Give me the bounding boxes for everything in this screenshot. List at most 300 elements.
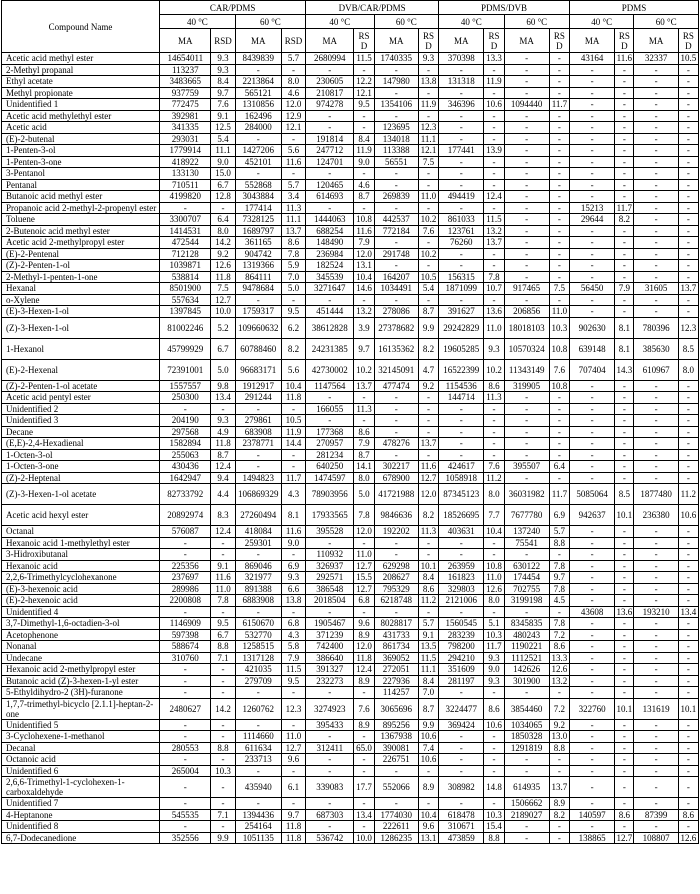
ma-value-cell: - (634, 821, 678, 833)
ma-value-cell: - (235, 687, 281, 699)
rsd-value-cell: - (484, 122, 504, 134)
rsd-value-cell: - (418, 110, 438, 122)
ma-value-cell: - (504, 214, 549, 226)
compound-name-cell: Acetic acid 2-methylpropyl ester (2, 237, 160, 249)
ma-value-cell: 60788460 (235, 338, 281, 359)
table-row (2, 698, 699, 719)
compound-name-cell: Octanoic acid (2, 754, 160, 766)
rsd-value-cell: - (678, 798, 698, 810)
rsd-value-cell: 10.6 (418, 754, 438, 766)
ma-value-cell: - (569, 449, 614, 461)
ma-value-cell: - (160, 754, 211, 766)
rsd-value-cell: - (549, 179, 569, 191)
rsd-value-cell: 6.7 (211, 629, 235, 641)
table-row (2, 317, 699, 338)
temperature-header: 40 °C (160, 15, 236, 29)
rsd-value-cell: 5.7 (281, 53, 305, 65)
ma-value-cell: - (439, 765, 484, 777)
rsd-value-cell: - (549, 237, 569, 249)
rsd-value-cell: - (281, 403, 305, 415)
compound-name-cell: 3-Cyclohexene-1-methanol (2, 731, 160, 743)
ma-value-cell: 351609 (439, 664, 484, 676)
rsd-value-cell: - (678, 472, 698, 484)
rsd-value-cell: - (615, 191, 634, 203)
rsd-value-cell: 9.2 (549, 719, 569, 731)
rsd-value-cell: - (418, 426, 438, 438)
ma-value-cell: 164207 (374, 271, 418, 283)
ma-value-cell: 291748 (374, 248, 418, 260)
rsd-value-cell: 7.6 (484, 461, 504, 473)
ma-value-cell: 1114660 (235, 731, 281, 743)
ma-value-cell: 630122 (504, 560, 549, 572)
rsd-value-cell: 11.3 (281, 202, 305, 214)
ma-value-cell: - (439, 260, 484, 272)
ma-value-cell: 1494823 (235, 472, 281, 484)
rsd-value-cell: - (615, 641, 634, 653)
rsd-value-cell: 13.1 (354, 260, 374, 272)
rsd-value-cell: - (615, 294, 634, 306)
rsd-value-cell: - (678, 415, 698, 427)
ma-value-cell: - (634, 214, 678, 226)
rsd-value-cell: - (615, 731, 634, 743)
rsd-value-cell: - (615, 87, 634, 99)
ma-value-cell: 1774030 (374, 809, 418, 821)
ma-value-cell: 974278 (306, 99, 354, 111)
ma-value-cell: 87345123 (439, 484, 484, 505)
rsd-value-cell: - (678, 652, 698, 664)
table-row (2, 99, 699, 111)
rsd-value-cell: 13.7 (281, 225, 305, 237)
ma-value-cell: 678900 (374, 472, 418, 484)
rsd-value-cell: - (678, 731, 698, 743)
ma-value-cell: 247712 (306, 145, 354, 157)
table-row (2, 76, 699, 88)
ma-value-cell: 281234 (306, 449, 354, 461)
ma-value-cell: - (504, 392, 549, 404)
rsd-value-cell: 7.9 (354, 237, 374, 249)
ma-value-cell: 386640 (306, 652, 354, 664)
rsd-value-cell: 14.4 (281, 438, 305, 450)
ma-value-cell: - (160, 798, 211, 810)
ma-value-cell: 15213 (569, 202, 614, 214)
ma-header: MA (160, 29, 211, 53)
rsd-value-cell: 12.8 (211, 191, 235, 203)
rsd-header: RS D (354, 29, 374, 53)
rsd-value-cell: - (615, 133, 634, 145)
rsd-value-cell: 11.9 (281, 426, 305, 438)
rsd-value-cell: 8.8 (211, 641, 235, 653)
rsd-value-cell: 13.4 (354, 809, 374, 821)
rsd-value-cell: 11.9 (354, 145, 374, 157)
temperature-header: 60 °C (504, 15, 569, 29)
ma-value-cell: 259301 (235, 537, 281, 549)
ma-value-cell: - (569, 306, 614, 318)
rsd-value-cell: - (615, 122, 634, 134)
ma-value-cell: 772475 (160, 99, 211, 111)
ma-value-cell: - (439, 742, 484, 754)
ma-value-cell: 391327 (306, 664, 354, 676)
rsd-value-cell: - (418, 179, 438, 191)
ma-value-cell: 18018103 (504, 317, 549, 338)
rsd-value-cell: 8.7 (354, 191, 374, 203)
ma-value-cell: 1877480 (634, 484, 678, 505)
rsd-value-cell: 8.9 (354, 629, 374, 641)
table-row (2, 821, 699, 833)
rsd-value-cell: 11.3 (484, 392, 504, 404)
ma-value-cell: - (374, 798, 418, 810)
ma-value-cell: - (504, 64, 549, 76)
rsd-value-cell: - (484, 415, 504, 427)
rsd-value-cell: 11.9 (418, 99, 438, 111)
compound-name-cell: 2-Methyl propanal (2, 64, 160, 76)
ma-value-cell: - (634, 798, 678, 810)
ma-value-cell: 292571 (306, 572, 354, 584)
rsd-value-cell: 13.7 (678, 283, 698, 295)
table-row (2, 53, 699, 65)
rsd-value-cell: 8.0 (484, 484, 504, 505)
rsd-value-cell: - (678, 821, 698, 833)
rsd-value-cell: - (549, 438, 569, 450)
rsd-value-cell: 8.6 (418, 583, 438, 595)
rsd-value-cell: 12.1 (418, 145, 438, 157)
rsd-value-cell: 6.9 (281, 560, 305, 572)
ma-value-cell: - (634, 110, 678, 122)
ma-value-cell: 294210 (439, 652, 484, 664)
rsd-value-cell: 5.6 (281, 145, 305, 157)
ma-value-cell: 352556 (160, 832, 211, 844)
ma-value-cell: 1740335 (374, 53, 418, 65)
rsd-value-cell: 8.5 (678, 338, 698, 359)
ma-value-cell: 1154536 (439, 380, 484, 392)
rsd-value-cell: - (678, 595, 698, 607)
ma-value-cell: 478276 (374, 438, 418, 450)
ma-value-cell: 177414 (235, 202, 281, 214)
rsd-value-cell: - (211, 675, 235, 687)
ma-value-cell: 1039871 (160, 260, 211, 272)
table-row (2, 572, 699, 584)
ma-value-cell: 6883908 (235, 595, 281, 607)
ma-value-cell: - (634, 652, 678, 664)
ma-value-cell: - (504, 606, 549, 618)
ma-value-cell: 232273 (306, 675, 354, 687)
rsd-value-cell: 7.2 (549, 698, 569, 719)
ma-value-cell: 390081 (374, 742, 418, 754)
rsd-value-cell: 10.4 (281, 380, 305, 392)
ma-value-cell: - (235, 798, 281, 810)
ma-value-cell: 902630 (569, 317, 614, 338)
compound-name-cell: 1-Penten-3-ol (2, 145, 160, 157)
rsd-header: RSD (211, 29, 235, 53)
rsd-value-cell: - (549, 754, 569, 766)
temperature-header: 40 °C (569, 15, 633, 29)
ma-value-cell: 24231385 (306, 338, 354, 359)
ma-value-cell: - (306, 415, 354, 427)
ma-value-cell: - (569, 87, 614, 99)
ma-value-cell: - (504, 754, 549, 766)
rsd-value-cell: - (549, 76, 569, 88)
rsd-value-cell: 11.1 (418, 664, 438, 676)
rsd-value-cell: 10.1 (418, 560, 438, 572)
rsd-value-cell: 8.1 (615, 317, 634, 338)
ma-value-cell: 289986 (160, 583, 211, 595)
rsd-value-cell: 9.3 (211, 53, 235, 65)
rsd-value-cell: 11.5 (281, 664, 305, 676)
rsd-value-cell: - (549, 202, 569, 214)
rsd-value-cell: 12.7 (354, 560, 374, 572)
rsd-value-cell: 9.4 (211, 472, 235, 484)
table-row (2, 87, 699, 99)
rsd-value-cell: - (615, 687, 634, 699)
compound-name-cell: (E,E)-2,4-Hexadienal (2, 438, 160, 450)
ma-value-cell: 346396 (439, 99, 484, 111)
rsd-value-cell: - (615, 156, 634, 168)
rsd-value-cell: 7.4 (418, 742, 438, 754)
rsd-value-cell: - (281, 449, 305, 461)
rsd-value-cell: - (281, 606, 305, 618)
ma-value-cell: 272051 (374, 664, 418, 676)
table-row (2, 472, 699, 484)
rsd-value-cell: 10.1 (615, 505, 634, 526)
rsd-value-cell: - (549, 294, 569, 306)
ma-value-cell: - (439, 133, 484, 145)
rsd-value-cell: - (678, 87, 698, 99)
ma-value-cell: - (504, 449, 549, 461)
rsd-value-cell: - (484, 202, 504, 214)
compound-name-cell: (E)-2-Pentenal (2, 248, 160, 260)
ma-value-cell: - (634, 271, 678, 283)
ma-value-cell: 702755 (504, 583, 549, 595)
ma-value-cell: - (634, 392, 678, 404)
rsd-value-cell: 12.7 (418, 472, 438, 484)
rsd-value-cell: - (615, 271, 634, 283)
rsd-value-cell: - (615, 618, 634, 630)
rsd-value-cell: - (484, 110, 504, 122)
compound-name-cell: (E)-2-hexenoic acid (2, 595, 160, 607)
ma-value-cell: - (634, 731, 678, 743)
ma-value-cell: - (569, 156, 614, 168)
ma-value-cell: - (374, 765, 418, 777)
ma-value-cell: 639148 (569, 338, 614, 359)
table-row (2, 765, 699, 777)
ma-value-cell: - (569, 754, 614, 766)
ma-value-cell: 56551 (374, 156, 418, 168)
rsd-value-cell: - (678, 572, 698, 584)
ma-value-cell: 451444 (306, 306, 354, 318)
rsd-value-cell: - (678, 191, 698, 203)
rsd-value-cell: 9.3 (484, 675, 504, 687)
ma-value-cell: 236984 (306, 248, 354, 260)
ma-value-cell: 270957 (306, 438, 354, 450)
rsd-value-cell: - (418, 64, 438, 76)
ma-value-cell: - (569, 549, 614, 561)
ma-value-cell: 614935 (504, 777, 549, 798)
ma-value-cell: - (634, 438, 678, 450)
rsd-value-cell: - (678, 110, 698, 122)
rsd-value-cell: 11.9 (484, 76, 504, 88)
ma-value-cell: 233713 (235, 754, 281, 766)
rsd-value-cell: 12.3 (678, 317, 698, 338)
rsd-value-cell: - (678, 248, 698, 260)
fiber-header: PDMS (569, 1, 698, 15)
ma-value-cell: - (504, 472, 549, 484)
ma-value-cell: 430436 (160, 461, 211, 473)
rsd-value-cell: 9.7 (549, 572, 569, 584)
table-row (2, 359, 699, 380)
rsd-value-cell: - (418, 202, 438, 214)
ma-value-cell: 56450 (569, 283, 614, 295)
ma-value-cell: 552066 (374, 777, 418, 798)
table-row (2, 403, 699, 415)
rsd-value-cell: - (484, 133, 504, 145)
rsd-value-cell: 9.3 (418, 53, 438, 65)
rsd-value-cell: - (211, 549, 235, 561)
ma-value-cell: - (569, 426, 614, 438)
ma-value-cell: 75541 (504, 537, 549, 549)
ma-value-cell: - (439, 179, 484, 191)
ma-value-cell: 2680994 (306, 53, 354, 65)
ma-value-cell: - (634, 403, 678, 415)
table-row (2, 415, 699, 427)
ma-value-cell: 1319366 (235, 260, 281, 272)
rsd-value-cell: 65.0 (354, 742, 374, 754)
rsd-value-cell: 12.1 (354, 87, 374, 99)
rsd-value-cell: - (211, 403, 235, 415)
ma-value-cell: - (634, 306, 678, 318)
rsd-value-cell: - (678, 64, 698, 76)
ma-value-cell: 302217 (374, 461, 418, 473)
table-row (2, 271, 699, 283)
rsd-value-cell: 7.1 (211, 809, 235, 821)
header-row-fibers (2, 1, 699, 15)
rsd-value-cell: 13.2 (484, 225, 504, 237)
ma-value-cell: 166055 (306, 403, 354, 415)
table-row (2, 629, 699, 641)
ma-value-cell: - (374, 549, 418, 561)
rsd-value-cell: - (678, 403, 698, 415)
ma-value-cell: 472544 (160, 237, 211, 249)
ma-value-cell: 108807 (634, 832, 678, 844)
rsd-value-cell: - (484, 260, 504, 272)
ma-header: MA (504, 29, 549, 53)
rsd-value-cell: 9.3 (281, 572, 305, 584)
rsd-value-cell: - (484, 754, 504, 766)
ma-value-cell: 9478684 (235, 283, 281, 295)
ma-value-cell: - (504, 687, 549, 699)
compound-name-cell: Toluene (2, 214, 160, 226)
ma-value-cell: 192202 (374, 526, 418, 538)
ma-value-cell: 1258515 (235, 641, 281, 653)
ma-value-cell: - (569, 719, 614, 731)
ma-value-cell: - (634, 664, 678, 676)
rsd-value-cell: 10.3 (484, 629, 504, 641)
ma-value-cell: - (160, 719, 211, 731)
rsd-value-cell: - (281, 798, 305, 810)
ma-value-cell: - (634, 156, 678, 168)
ma-value-cell: 72391001 (160, 359, 211, 380)
table-row (2, 225, 699, 237)
compound-name-cell: 5-Ethyldihydro-2 (3H)-furanone (2, 687, 160, 699)
rsd-value-cell: 6.8 (281, 618, 305, 630)
compound-name-cell: Nonanal (2, 641, 160, 653)
rsd-value-cell: 9.5 (354, 99, 374, 111)
rsd-value-cell: - (615, 526, 634, 538)
compound-table (1, 0, 699, 844)
rsd-value-cell: 8.2 (418, 505, 438, 526)
rsd-value-cell: 5.4 (211, 133, 235, 145)
ma-value-cell: - (504, 237, 549, 249)
rsd-header: RS D (678, 29, 698, 53)
rsd-value-cell: 8.8 (549, 742, 569, 754)
rsd-value-cell: 11.8 (281, 392, 305, 404)
rsd-value-cell: - (678, 99, 698, 111)
rsd-value-cell: - (418, 87, 438, 99)
rsd-value-cell: 10.1 (615, 698, 634, 719)
rsd-value-cell: 10.2 (418, 214, 438, 226)
rsd-value-cell: - (354, 537, 374, 549)
ma-value-cell: 1112521 (504, 652, 549, 664)
ma-value-cell: 1394436 (235, 809, 281, 821)
rsd-value-cell: 5.7 (549, 526, 569, 538)
rsd-value-cell: 14.2 (211, 698, 235, 719)
ma-value-cell: - (306, 537, 354, 549)
rsd-value-cell: - (418, 765, 438, 777)
rsd-value-cell: 14.8 (484, 777, 504, 798)
rsd-value-cell: 7.7 (484, 505, 504, 526)
compound-name-cell: 1,7,7-trimethyl-bicyclo [2.1.1]-heptan-2-one (2, 698, 160, 719)
rsd-value-cell: 9.1 (211, 560, 235, 572)
table-row (2, 449, 699, 461)
temperature-header: 60 °C (235, 15, 306, 29)
ma-value-cell: 222611 (374, 821, 418, 833)
rsd-value-cell: 5.6 (281, 359, 305, 380)
rsd-value-cell: - (615, 110, 634, 122)
rsd-value-cell: - (484, 87, 504, 99)
ma-header: MA (374, 29, 418, 53)
ma-value-cell: - (634, 294, 678, 306)
rsd-value-cell: 10.3 (549, 317, 569, 338)
ma-value-cell: - (439, 549, 484, 561)
rsd-value-cell: 13.6 (616, 606, 633, 617)
rsd-value-cell: - (615, 237, 634, 249)
table-row (2, 664, 699, 676)
ma-value-cell: - (439, 122, 484, 134)
ma-value-cell: 204190 (160, 415, 211, 427)
ma-value-cell: - (569, 652, 614, 664)
rsd-value-cell: - (678, 537, 698, 549)
ma-value-cell: - (504, 260, 549, 272)
ma-value-cell: 113388 (374, 145, 418, 157)
ma-value-cell: - (569, 583, 614, 595)
ma-value-cell: 1034491 (374, 283, 418, 295)
ma-value-cell: 618478 (439, 809, 484, 821)
compound-name-cell: Butanoic acid methyl ester (2, 191, 160, 203)
ma-value-cell: - (634, 415, 678, 427)
ma-value-cell: - (634, 595, 678, 607)
rsd-value-cell: 10.8 (484, 560, 504, 572)
rsd-value-cell: 7.9 (354, 438, 374, 450)
rsd-header: RS D (615, 29, 634, 53)
compound-name-cell: Hexanoic acid (2, 560, 160, 572)
ma-value-cell: 78903956 (306, 484, 354, 505)
table-row (2, 809, 699, 821)
ma-value-cell: - (160, 821, 211, 833)
ma-value-cell: 869046 (235, 560, 281, 572)
rsd-value-cell: - (615, 461, 634, 473)
compound-name-cell: (E)-2-Hexenal (2, 359, 160, 380)
rsd-value-cell: 9.0 (354, 156, 374, 168)
rsd-value-cell: - (484, 537, 504, 549)
ma-value-cell: - (306, 64, 354, 76)
